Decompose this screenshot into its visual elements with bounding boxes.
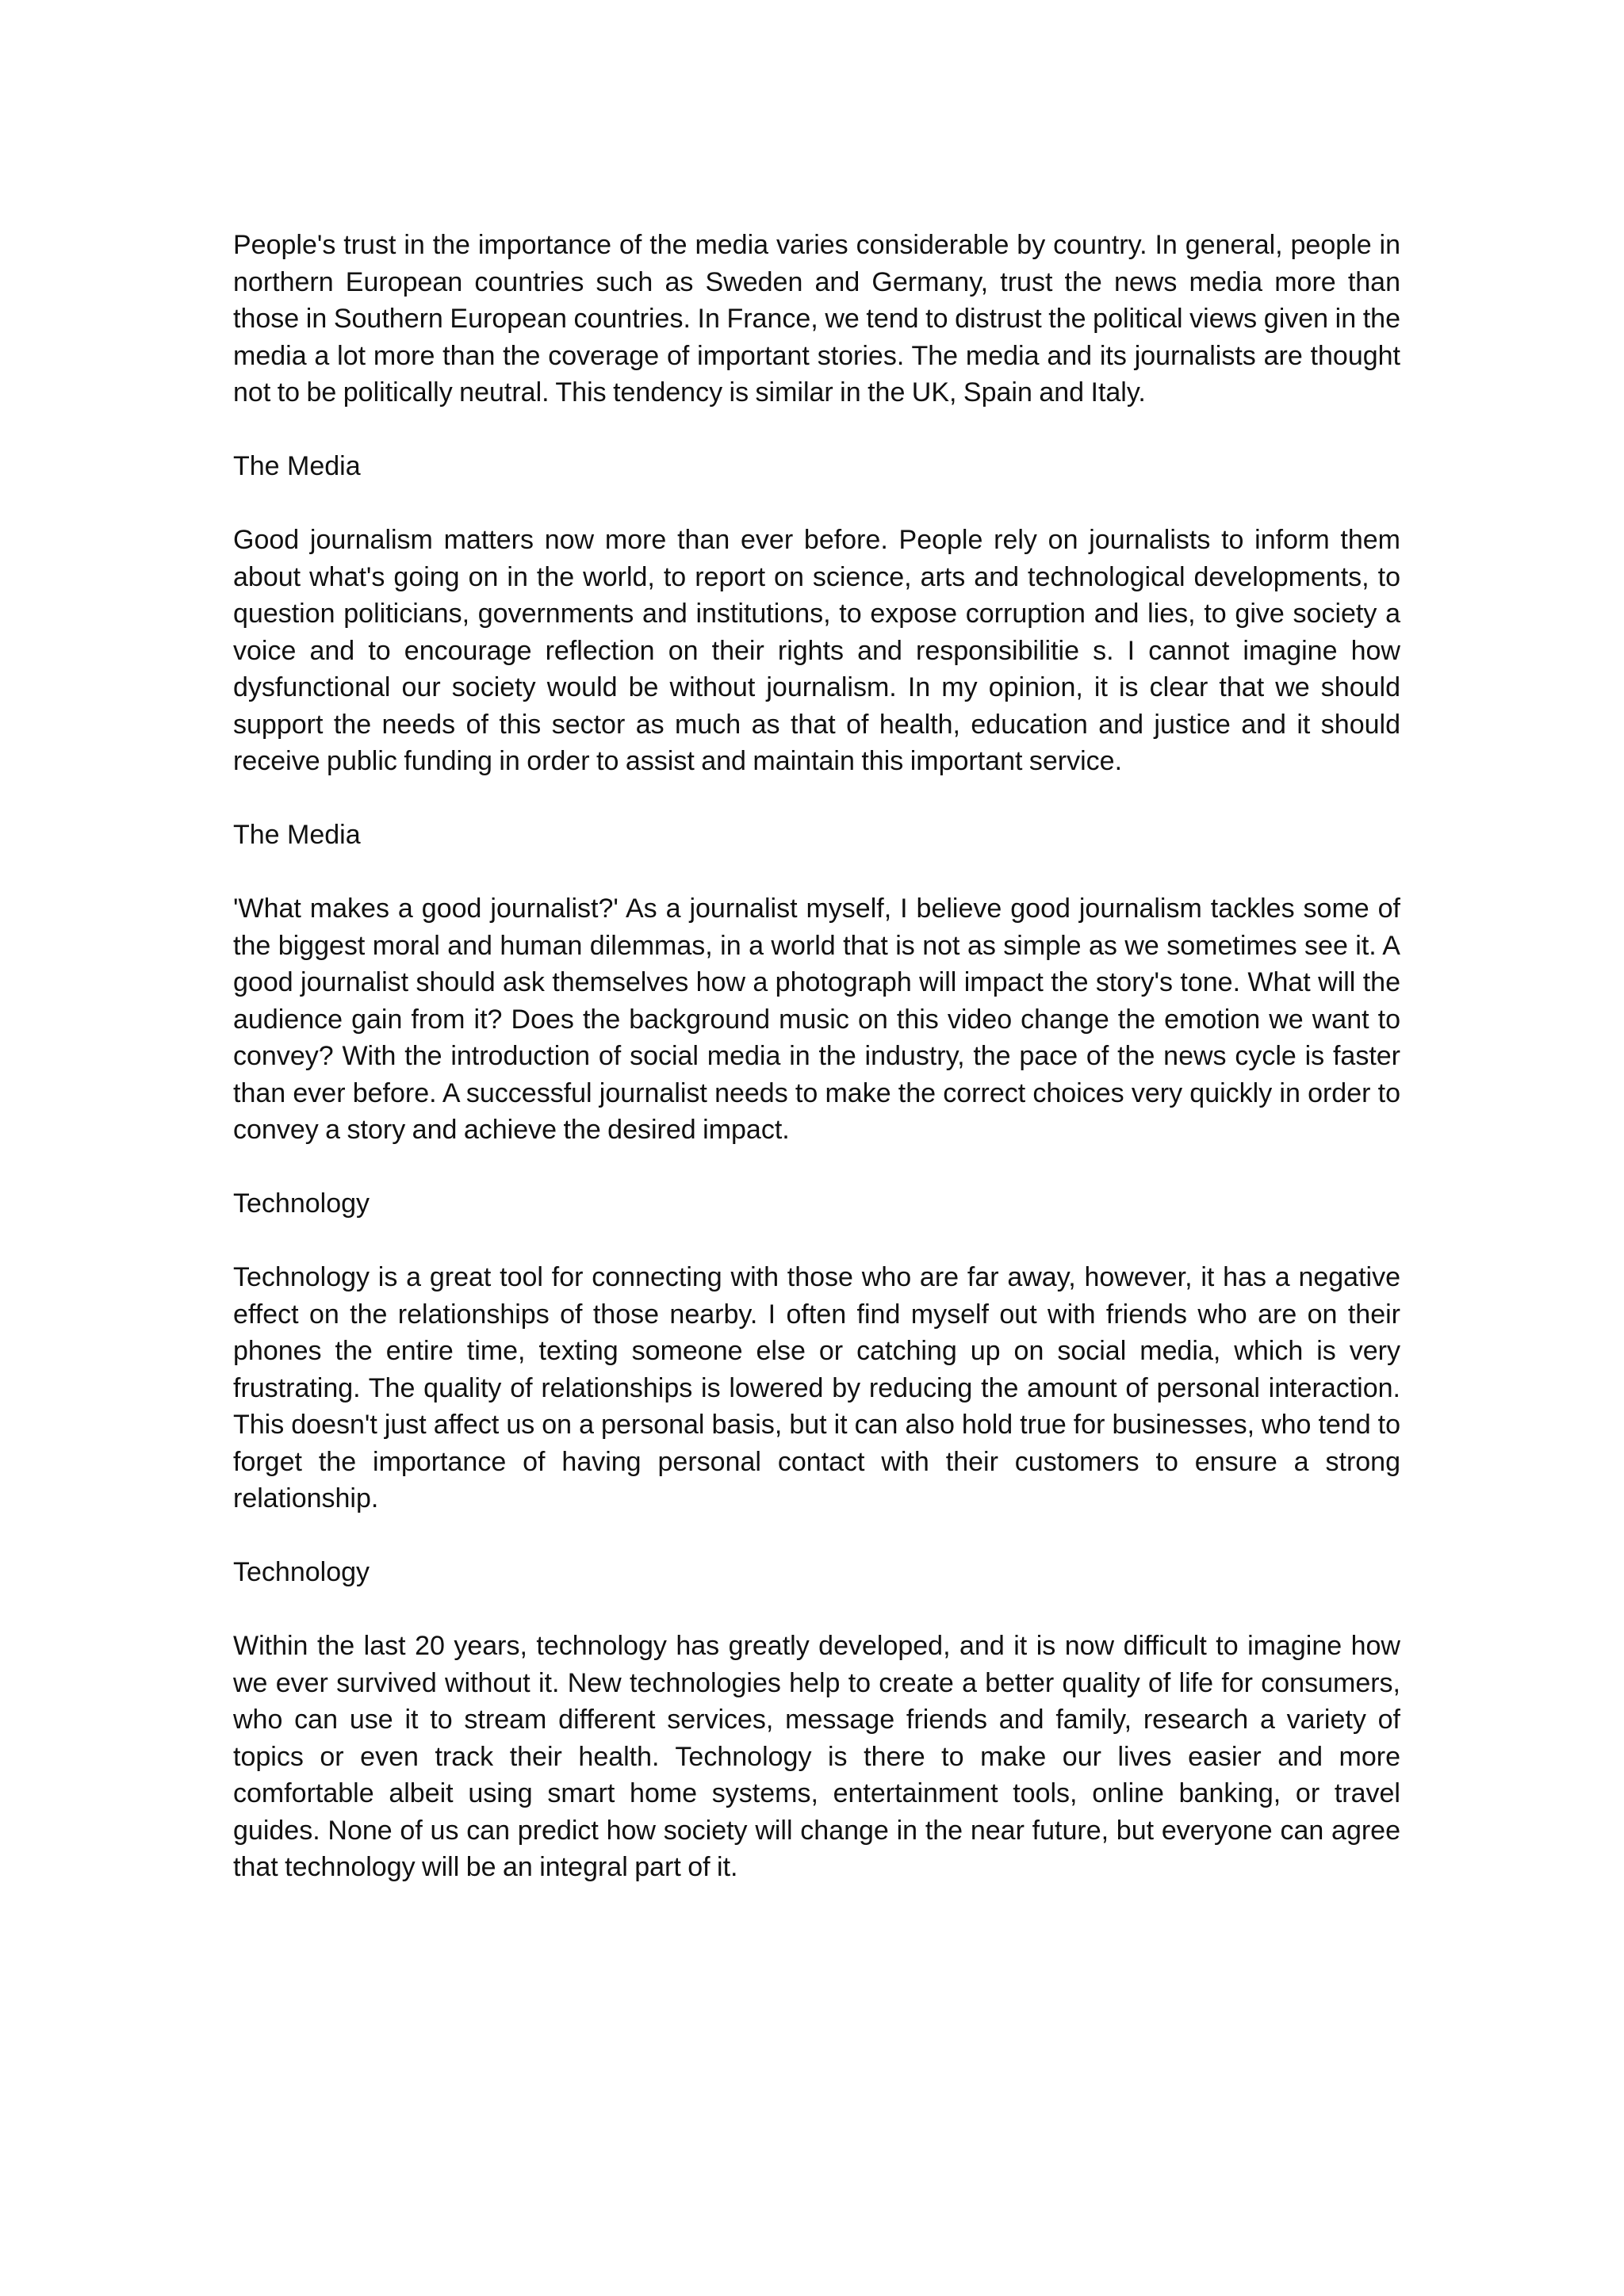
document-body xyxy=(233,227,1400,1923)
technology-paragraph-1: Technology is a great tool for connecting with those who are far away, however, it has a negative effect on the relationships of those nearby. I often find myself out with friends who are on their phones the entire time, texting someone else or catching up on social media, which is very frustrating. The quality of relationships is lowered by reducing the amount of personal interaction. This doesn't just affect us on a personal basis, but it can also hold true for businesses, who tend to forget the importance of having personal contact with their customers to ensure a strong relationship. xyxy=(233,1262,1400,1513)
section-heading-technology-1: Technology xyxy=(233,1188,370,1219)
technology-paragraph-2: Within the last 20 years, technology has greatly developed, and it is now difficult to imagine how we ever survived without it. New technologies help to create a better quality of life for consumers, who can use it to stream different services, message friends and family, research a variety of topics or even track their health. Technology is there to make our lives easier and more comfortable albeit using smart home systems, entertainment tools, online banking, or travel guides. None of us can predict how society will change in the near future, but everyone can agree that technology will be an integral part of it. xyxy=(233,1631,1400,1882)
media-paragraph-2: 'What makes a good journalist?' As a journalist myself, I believe good journalism tackles some of the biggest moral and human dilemmas, in a world that is not as simple as we sometimes see it. A good journalist should ask themselves how a photograph will impact the story's tone. What will the audience gain from it? Does the background music on this video change the emotion we want to convey? With the introduction of social media in the industry, the pace of the news cycle is faster than ever before. A successful journalist needs to make the correct choices very quickly in order to convey a story and achieve the desired impact. xyxy=(233,894,1400,1145)
section-heading-media-2: The Media xyxy=(233,820,361,850)
section-heading-media-1: The Media xyxy=(233,451,361,481)
intro-paragraph: People's trust in the importance of the media varies considerable by country. In general, people in northern European countries such as Sweden and Germany, trust the news media more than those in Southern European countries. In France, we tend to distrust the political views given in the media a lot more than the coverage of important stories. The media and its journalists are thought not to be politically neutral. This tendency is similar in the UK, Spain and Italy. xyxy=(233,230,1400,408)
media-paragraph-1: Good journalism matters now more than ever before. People rely on journalists to inform them about what's going on in the world, to report on science, arts and technological developments, to question politicians, governments and institutions, to expose corruption and lies, to give society a voice and to encourage reflection on their rights and responsibilitie s. I cannot imagine how dysfunctional our society would be without journalism. In my opinion, it is clear that we should support the needs of this sector as much as that of health, education and justice and it should receive public funding in order to assist and maintain this important service. xyxy=(233,525,1400,776)
section-heading-technology-2: Technology xyxy=(233,1557,370,1587)
